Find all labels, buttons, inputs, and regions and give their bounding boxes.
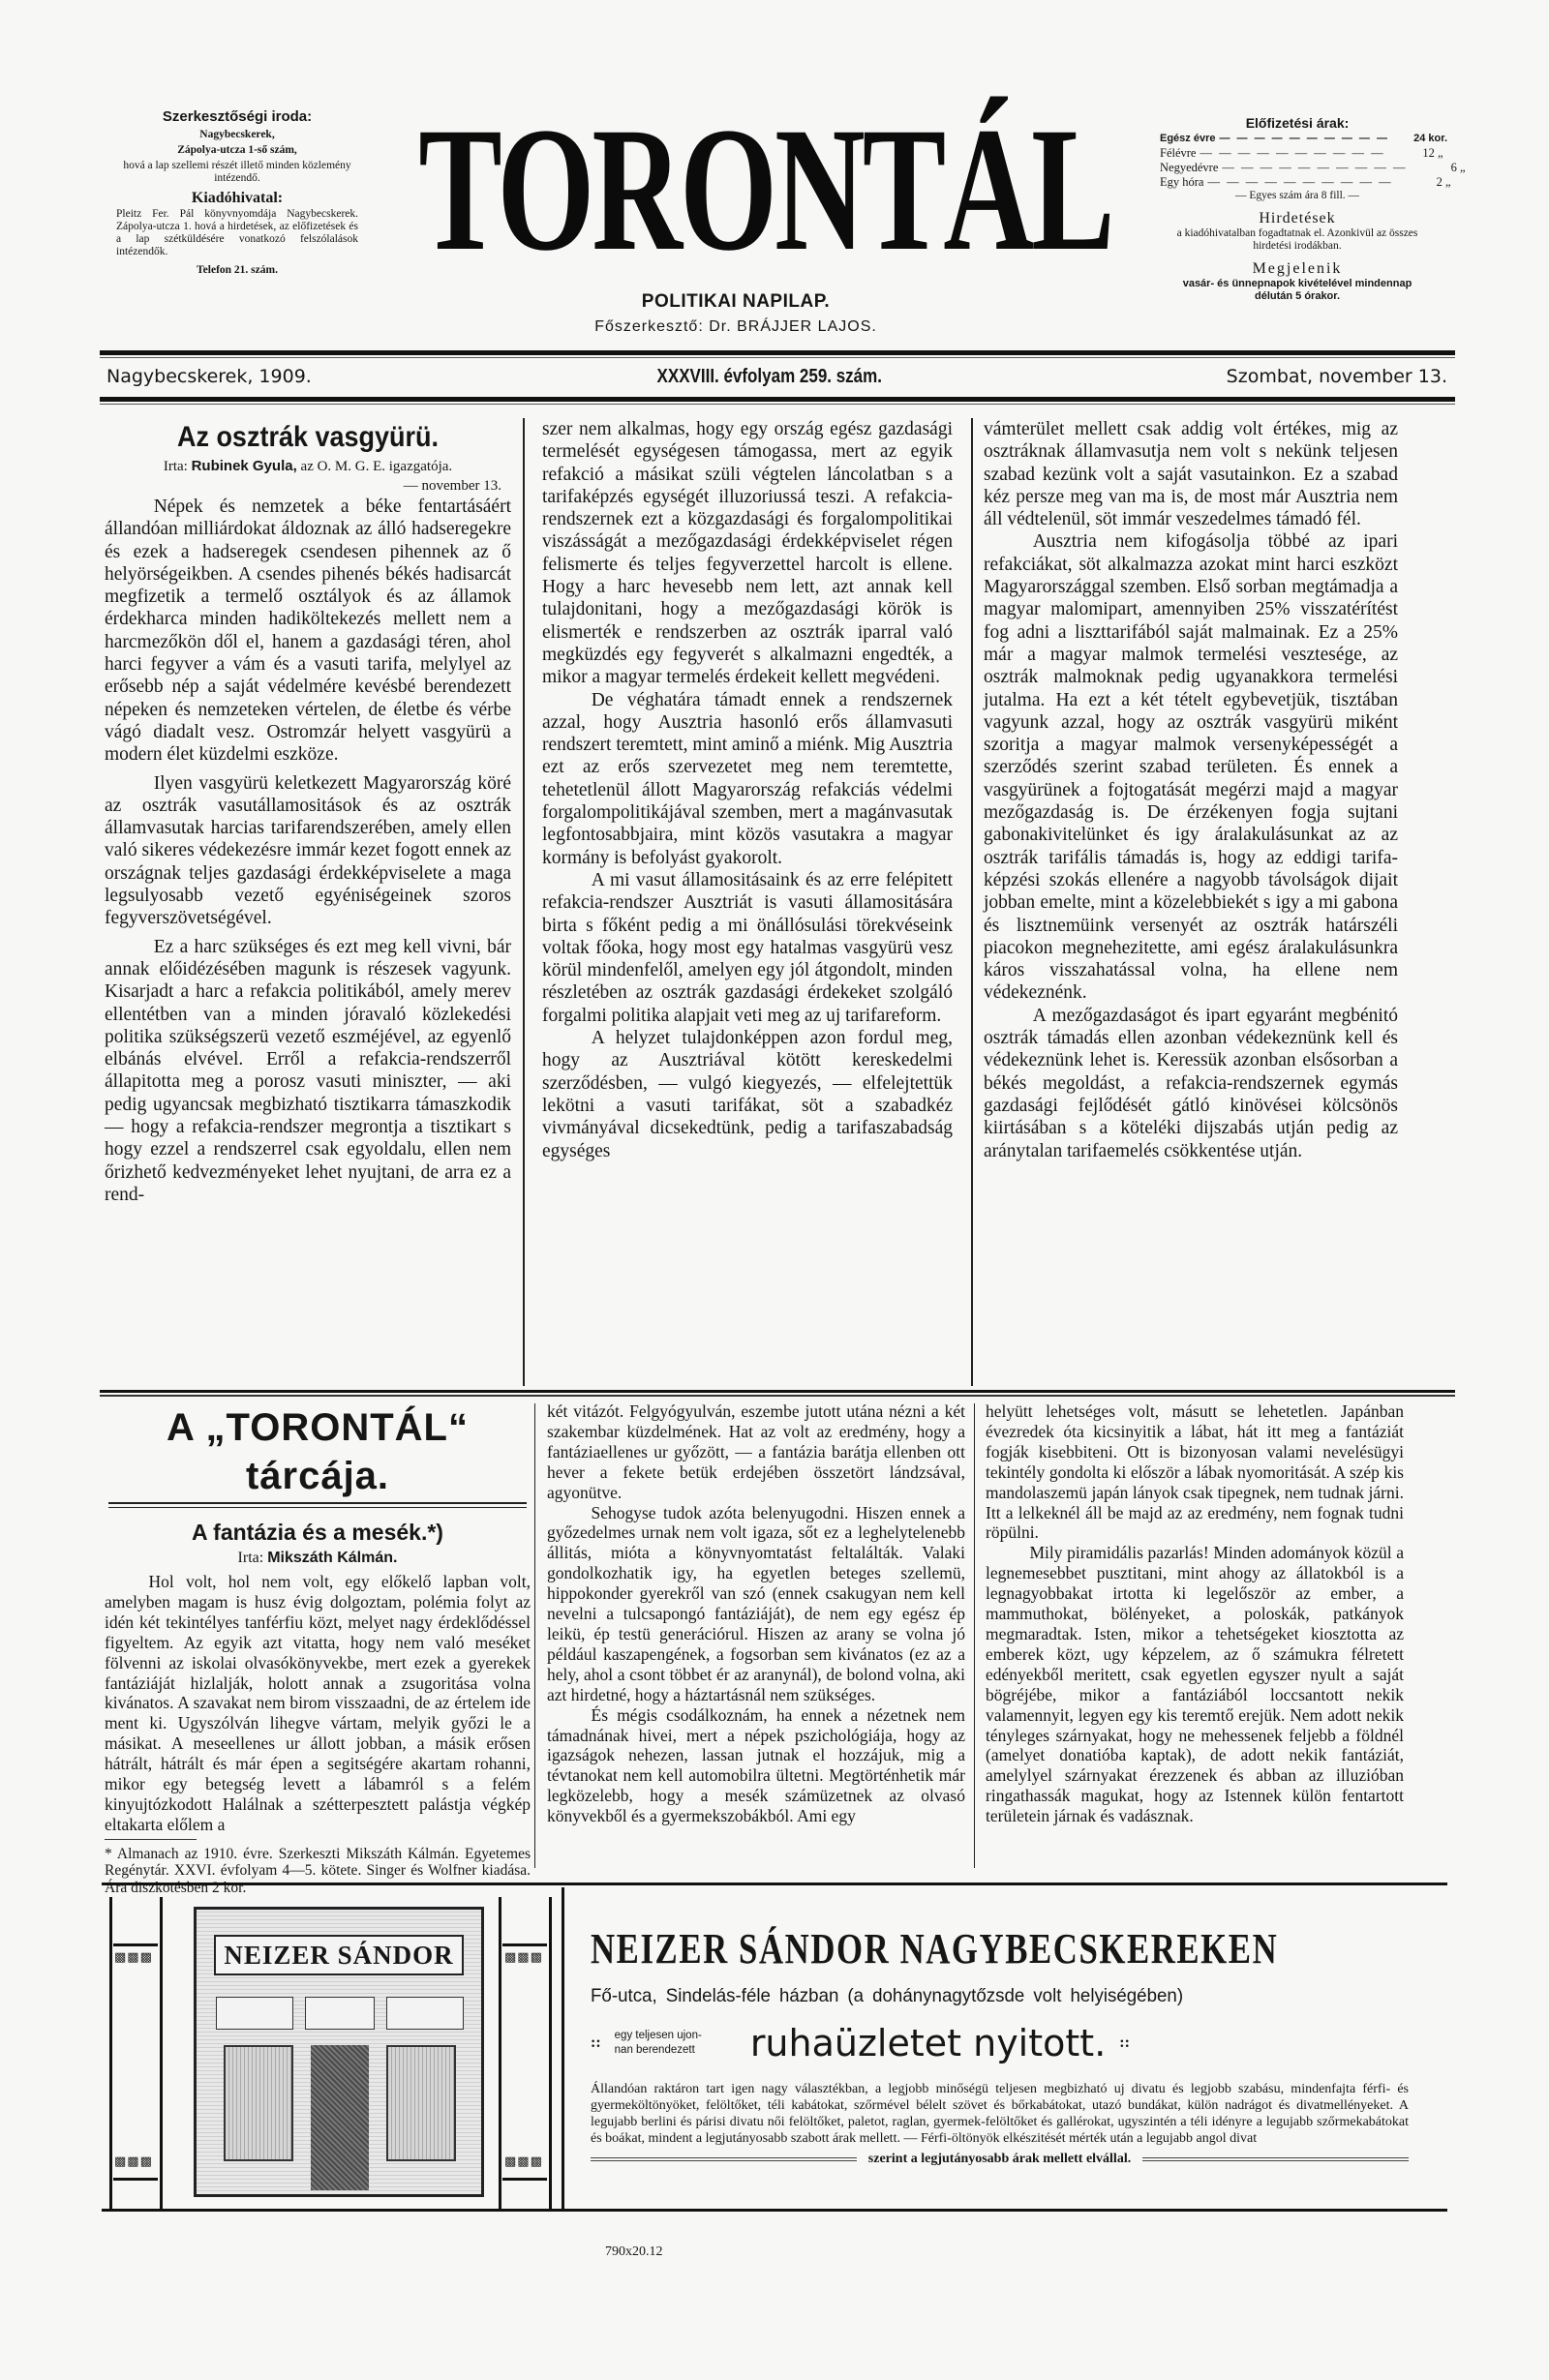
place-year: Nagybecskerek, 1909. (106, 366, 312, 387)
volume-issue: XXXVIII. évfolyam 259. szám. (656, 365, 882, 387)
feuilleton-title: A fantázia és a mesék.*) (192, 1520, 443, 1545)
article-author: Rubinek Gyula, (191, 458, 297, 474)
ornament-icon: ▩▩▩ (114, 1949, 153, 1964)
advertisement-text (591, 1926, 1423, 2167)
price-value: 2 „ (1436, 175, 1451, 189)
ads-text: a kiadóhivatalban fogadtatnak el. Azonkivül az összes hirdetési irodákban. (1176, 226, 1418, 252)
article-byline (105, 457, 511, 476)
shop-window (224, 2045, 293, 2161)
byline-prefix: Irta: (163, 459, 188, 474)
article-paragraph: vámterület mellett csak addig volt értékes, mig az osztráknak államvasutja nem volt s nekünk teljesen szabad kezünk volt a saját vasutainkon. Ez a szabad kéz persze meg van ma is, de most már Ausztria nem áll védtelenül, söt immár veszedelmes támadó fél. (984, 419, 1398, 530)
phone-number: Telefon 21. szám. (197, 264, 278, 276)
date-bar (106, 362, 1447, 391)
feuilleton-paragraph: Hol volt, hol nem volt, egy előkelő lapban volt, amelyben magam is husz évig dolgoztam, polémia folyt az idén két tekintélyes tanférfiu közt, melyet nagy érdeklődéssel figyeltem. Az egyik azt vitatta, hogy nem való meséket fölvenni az iskolai olvasókönyvekbe, mert ezek a gyerekek fantáziáját hizlalják, holott annak a zsugoritása volna kivánatos. A szavakat nem birom visszaadni, de az értelem ide ment ki. Ugyszólván lihegve vártam, melyik győzi le a másikat. A meseellenes ur állott jobban, a másik erősen hátrált, hátrált és már épen a segitségére akartam rohanni, mikor egy betegség levett a lábamról s a felém kinyujtózkodott Halálnak a szétterpesztett palástja végkép eltakarta előlem a (105, 1572, 531, 1834)
column-divider (523, 418, 525, 1386)
single-issue-price: — Egyes szám ára 8 fill. — (1234, 190, 1360, 201)
price-leader: — — — — — — — — — — (1222, 161, 1408, 174)
shop-front-drawing (194, 1907, 484, 2197)
feuilleton-paragraph: helyütt lehetséges volt, másutt se lehetetlen. Japánban évezredek óta kicsinyitik a lábat, hát itt meg a fantáziát fogják kisebbiteni. Ott is bizonyosan valami nevelésügyi tekintély gondolta ki először a lábak nyomoritását. A szép kis mandolaszemü japán lányok csak tipegnek, nem tudnak járni. Itt a lelkeknél áll be majd az az eredmény, nem fognak tudni röpülni. (986, 1401, 1404, 1543)
price-leader: — — — — — — — — — — (1219, 133, 1389, 144)
feuilleton-title-rule (108, 1502, 527, 1508)
price-leader: — — — — — — — — — — (1207, 175, 1393, 189)
ad-opened-text: ruhaüzletet nyitott. (749, 2022, 1107, 2064)
newspaper-title: TORONTÁL (417, 90, 1112, 287)
feuilleton-column-1 (105, 1403, 531, 1896)
editorial-heading: Szerkesztőségi iroda: (162, 108, 313, 125)
office-heading: Kiadóhivatal: (191, 190, 284, 206)
masthead-rule-top (100, 350, 1455, 358)
ornament-bar (113, 2178, 158, 2181)
section-rule (100, 1390, 1455, 1397)
shop-panel (386, 1997, 464, 2030)
colon-ornament: :: (591, 2034, 601, 2051)
footnote-rule (105, 1839, 197, 1840)
ornament-bar (113, 1943, 158, 1946)
article-paragraph: Ilyen vasgyürü keletkezett Magyarország köré az osztrák vasutállamositások és az osztrák államvasutak harcias tarifarendszerében, amely ellen való sikeres védekezésre immár kezet fogott ennek az országnak teljes gazdasági érdekképviselete a maga legsulyosabb vezető egyéniségeinek szoros fegyverszövetségével. (105, 772, 511, 929)
price-row (1152, 175, 1451, 190)
ornament-icon: ▩▩▩ (504, 1949, 543, 1964)
article-column-3 (984, 418, 1398, 1162)
price-value: 24 kor. (1413, 133, 1447, 144)
article-paragraph: Ez a harc szükséges és ezt meg kell vivni, bár annak előidézésében magunk is részesek vagyunk. Kisarjadt a harc a refakcia politikából, amely merev ellentétben van a minden jóravaló közlekedési politika szükségszerü vezető eszméjével, az egyenlő elbánás elvével. Erről a refakcia-rendszerről állapitotta meg a porosz vasuti miniszter, — aki pedig ugyancsak megbizható tisztikarra támaszkodik — hogy a refakcia-rendszer megrontja a tisztikart s hogy ezzel a rendszerrel csak egyoldalu, ellen nem őrizhető kedvezményeket lehet nyujtani, de arra ez a rend- (105, 936, 511, 1205)
ad-last-text: szerint a legjutányosabb árak mellett elvállal. (867, 2152, 1132, 2166)
ad-opening-line (591, 2019, 1423, 2067)
masthead-rule-bottom (100, 397, 1455, 405)
ornament-icon: ▩▩▩ (114, 2154, 153, 2168)
column-divider (974, 1403, 975, 1868)
issue-date: Szombat, november 13. (1226, 366, 1447, 387)
price-label: Egy hóra (1160, 175, 1204, 189)
prices-heading: Előfizetési árak: (1245, 115, 1350, 131)
ad-last-line (591, 2151, 1409, 2167)
feuilleton-author: Mikszáth Kálmán. (267, 1550, 398, 1566)
price-leader: — — — — — — — — — — (1200, 146, 1385, 160)
article-paragraph: A mezőgazdaságot és ipart egyaránt megbénitó osztrák támadás ellen azonban védekeznünk kell és védekeznünk lehet is. Keressük azonban elsősorban a békés megoldást, a refakcia-rendszernek egymás gazdasági fejlődését gátló kinövései kölcsönös kiirtásában s a köteléki dijszabás utján pedig az aránytalan tarifaemelés csökkentése utján. (984, 1005, 1398, 1161)
article-column-1 (105, 418, 511, 1206)
appears-heading: Megjelenik (1252, 259, 1343, 277)
shop-window (386, 2045, 456, 2161)
ornament-bar (502, 2178, 547, 2181)
price-value: 6 „ (1450, 161, 1466, 174)
ad-body: Állandóan raktáron tart igen nagy választékban, a legjobb minőségü teljesen megbizható uj divatu és legjobb szabásu, mindenfajta férfi- és gyermeköltönyöket, felöltőket, téli kabátokat, szőrmével bélelt szövet és bőrkabátokat, utazó bundákat, külön nadrágot és divatmellényeket. A legujabb berlini és párisi divatu női felöltőket, paletot, raglan, gyermek-felöltőket és gallérokat, ugyszintén a téli idényre a legujabb szőrmekabátokat és boákat, mindent a legjutányosabb szabott árak mellett. — Férfi-öltönyök elkészitését mérték után a legujabb angol divat (591, 2082, 1409, 2146)
feuilleton-paragraph: Mily piramidális pazarlás! Minden adományok közül a legnemesebbet pusztitani, mint ahogy az állatokból is a legnagyobbakat irtotta ki legelőször az ember, a mammuthokat, bölényeket, a poloskák, patkányok megmaradtak. Isten, mikor a tehetségeket kiosztotta az emberek közt, ugy képzelem, az ő számukra félretett edényekből meritett, csak egyetlen egyszer nyult a saját bögréjébe, mikor a fantáziából loccsantott nekik valamennyit, legyen egy kis teremtő erejük. Nem adott nekik tényleges szárnyakat, hogy ne mehessenek feljebb a földnél (amelyet donatióba kaptak), de adott nekik fantáziát, amelylyel szárnyakat érezzenek és abban az illuzióban ringathassák magukat, hogy az Istennek külön fentartott területein járnak és vadásznak. (986, 1543, 1404, 1826)
shop-panel (216, 1997, 293, 2030)
newspaper-subtitle: POLITIKAI NAPILAP. (641, 291, 831, 312)
ad-small-text-line: egy teljesen ujon- (614, 2030, 702, 2041)
ad-code: 790x20.12 (605, 2244, 663, 2259)
office-text: Pleitz Fer. Pál könyvnyomdája Nagybecskerek. Zápolya-utcza 1. hová a hirdetések, az előfizetések és a lap szétküldésére vonatkozó felszólalások intézendők. (116, 208, 358, 257)
price-value: 12 „ (1422, 146, 1443, 160)
editorial-city: Nagybecskerek, (199, 129, 275, 140)
shop-panel (305, 1997, 375, 2030)
price-label: Negyedévre (1160, 161, 1219, 174)
article-paragraph: A helyzet tulajdonképpen azon fordul meg, hogy az Ausztriával kötött kereskedelmi szerződésben, — vulgó kiegyezés, — elfelejtettük lekötni a vasuti tarifákat, söt a szabadkéz vivmányával dicsekedtünk, pedig a tarifaszabadság egységes (542, 1028, 953, 1161)
price-list (1152, 132, 1466, 190)
ad-small-text (615, 2029, 702, 2058)
feuilleton-section-title: A „TORONTÁL“ tárcája. (167, 1406, 469, 1497)
feuilleton-paragraph: És mégis csodálkoznám, ha ennek a nézetnek nem támadnának hivei, mert a népek pszichológiája, hogy az igazságok nehezen, lassan jutnak el hozzájuk, mig a tévtanokat nem kell automobilra ültetni. Megtörténhetik már legközelebb, hogy a mesék számüzetnek az olvasó könyvekből és a gyermekszobákból. Ami egy (547, 1704, 965, 1826)
ornament-bar (549, 1897, 552, 2212)
feuilleton-column-2 (547, 1401, 965, 1826)
masthead-subtitle-block (542, 290, 929, 337)
byline-prefix: Irta: (237, 1550, 264, 1566)
price-row (1152, 161, 1466, 175)
shop-illustration (102, 1887, 557, 2212)
ads-heading: Hirdetések (1259, 209, 1336, 226)
editor-in-chief: Főszerkesztő: Dr. BRÁJJER LAJOS. (594, 318, 877, 335)
article-dateline: — november 13. (403, 478, 501, 494)
ad-divider (562, 1887, 564, 2212)
ornament-bar (502, 1943, 547, 1946)
ornament-bar (109, 1897, 112, 2212)
footnote: * Almanach az 1910. évre. Szerkeszti Mikszáth Kálmán. Egyetemes Regénytár. XXVI. évfolyam 4—5. kötete. Singer és Wolfner kiadása. Ára diszkötésben 2 kor. (105, 1845, 531, 1896)
ornament-bar (499, 1897, 501, 2212)
article-paragraph: szer nem alkalmas, hogy egy ország egész gazdasági termelését egységesen támogassa, mert az egyik refakció a másikat szüli végtelen láncolatban s a tarifaképzés egységét illuzoriussá teszi. A refakcia-rendszernek ezt a közgazdasági és forgalompolitikai viszásságát a mezőgazdasági érdekképviselet régen felismerte és teljes fegyverzettel harcolt is ellene. Hogy a harc hevesebb nem lett, azt annak kell tulajdonitani, hogy a mezőgazdasági körök is elismerték e rendszerben az osztrák iparral való megküzdés egy fegyverét s alkalmazni engedték, a mikor a magyar termelés érdekeit kellett megvédeni. (542, 419, 953, 688)
ad-headline-wrap (591, 1926, 1423, 1974)
masthead-editorial-info (116, 108, 358, 277)
colon-ornament: :: (1119, 2034, 1130, 2051)
ad-headline: NEIZER SÁNDOR NAGYBECSKEREKEN (591, 1925, 1279, 1973)
price-label: Félévre (1160, 146, 1197, 160)
editorial-note: hová a lap szellemi részét illető minden közlemény intézendő. (123, 160, 351, 184)
article-paragraph: De véghatára támadt ennek a rendszernek azzal, hogy Ausztria hasonló erős államvasuti rendszert teremtett, mint aminő a miénk. Mig Ausztria ezt az erős szervezetet meg nem teremtette, tehetetlenül állott Magyarország refakciás védelmi forgalompolitikájával szemben, mert a magánvasutak legfontosabbjaira, mint közös vasutakra a magyar kormány is befolyást gyakorolt. (542, 689, 954, 868)
ornament-icon: ▩▩▩ (504, 2154, 543, 2168)
price-row (1152, 146, 1443, 161)
ad-small-text-line: nan berendezett (614, 2044, 695, 2056)
article-paragraph: Népek és nemzetek a béke fentartásáért állandóan milliárdokat áldoznak az álló hadseregekre és ezek a hadseregek csendesen pihennek az ő helyörségeikben. A csendes pihenés békés hadisarcát megfizetik a termelő osztályok és az államok érdekharca minden hadiköltekezés mellett nem a harcmezőkön dől el, hanem a gazdasági téren, ahol harci fegyver a vám és a vasuti tarifa, melylyel az erősebb nép a saját védelmére kevésbé berendezett népeken és nemzeteken vértelen, de életbe és vérbe vágó diadalt vesz. Ostromzár helyett vasgyürü a modern élet küzdelmi eszköze. (105, 497, 511, 766)
feuilleton-column-3 (986, 1401, 1404, 1826)
feuilleton-byline (105, 1549, 531, 1568)
price-label: Egész évre (1160, 133, 1216, 144)
article-column-2 (542, 418, 953, 1162)
article-paragraph: A mi vasut államositásaink és az erre felépitett refakcia-rendszer Ausztriát is vasuti államositására birta s főként pedig a mi önállósulási törekvéseink voltak főoka, hogy most egy hatalmas vasgyürü vesz körül mindenfelől, amelyen egy jól átgondolt, minden részletében az osztrák gazdasági érdekeket szolgáló forgalmi politika alapjait veti meg az uj tarifareform. (542, 869, 953, 1026)
ornament-bar (160, 1897, 163, 2212)
shop-door (311, 2045, 369, 2190)
column-divider (971, 418, 973, 1386)
newspaper-logo (387, 90, 1142, 287)
shop-sign: NEIZER SÁNDOR (214, 1935, 464, 1975)
article-paragraph: Ausztria nem kifogásolja többé az ipari refakciákat, söt alkalmazza azokat mint harci eszközt Magyarországgal szemben. Első sorban megtámadja a magyar malomipart, amennyiben 25% visszatérítést fog adni a liszttarifából saját malmainak. Ez a 25% már a magyar malmok termelési vesztesége, az osztrák malmoknak pedig ugyanakkora termelési jutalma. Ha ezt a két tételt egybevetjük, tisztában vagyunk azzal, hogy az osztrák vasgyürü miként szoritja a magyar malmok versenyképességét a szerződés szerint szabad területen. És ennek a vasgyürünek a fojtogatását megérzi majd a magyar mezőgazdaság is. De érzékenyen fogja sujtani gabonakivitelünket és igy áralakulásunkat az az osztrák tarifális támadás is, hogy az eddigi tarifa-képzési szokás ellenére a nagyobb távolságok dijait jobban emelte, mint a közelebbiekét s igy a mi gabona és lisztnemüink versenyét az osztrák határszéli piacokon megnehezitette, ami egész áralakulásunkra káros visszahatással volna, ha ellene nem védekeznénk. (984, 531, 1398, 1004)
price-row (1152, 132, 1447, 146)
ad-rule (1142, 2157, 1409, 2161)
article-title: Az osztrák vasgyürü. (176, 421, 440, 453)
ad-address: Fő-utca, Sindelás-féle házban (a dohánynagytőzsde volt helyiségében) (591, 1985, 1184, 2006)
feuilleton-paragraph: két vitázót. Felgyógyulván, eszembe jutott utána nézni a két szakembar küzdelmének. Hat az volt az eredmény, hogy a fantáziaellenes ur győzött, — a fantázia barátja ellenben ott hever a fekete betük erdejében összetört lándzsával, agyonütve. (547, 1401, 965, 1502)
article-author-role: az O. M. G. E. igazgatója. (300, 459, 453, 474)
masthead-subscription-info (1152, 114, 1466, 304)
ad-rule (591, 2157, 857, 2161)
column-divider (534, 1403, 535, 1868)
feuilleton-paragraph: Sehogyse tudok azóta belenyugodni. Hiszen ennek a győzedelmes urnak nem volt igaza, sőt ez a leghelytelenebb állitás, mióta a könyvnyomtatást feltalálták. Valaki gondolkozhatik igy, ha egyetlen beteges szellemü, hippokonder gyerekről van szó (ennek csakugyan nem kell nevelni a tulcsapongó fantáziáját), de nem egy egész ép leikü, ép testü generációrul. Hiszen az arany se volna jó például kaszapengének, a fogsorban sem kivánatos (ez az a hely, ahol a csont többet ér az aranynál), de bolond volna, aki azt hirdetné, hogy a háztartásnál nem szükséges. (547, 1502, 965, 1704)
editorial-address: Zápolya-utcza 1-ső szám, (177, 144, 297, 156)
ad-address-wrap (591, 1984, 1423, 2009)
appears-text: vasár- és ünnepnapok kivételével mindennap délután 5 órakor. (1182, 277, 1412, 302)
